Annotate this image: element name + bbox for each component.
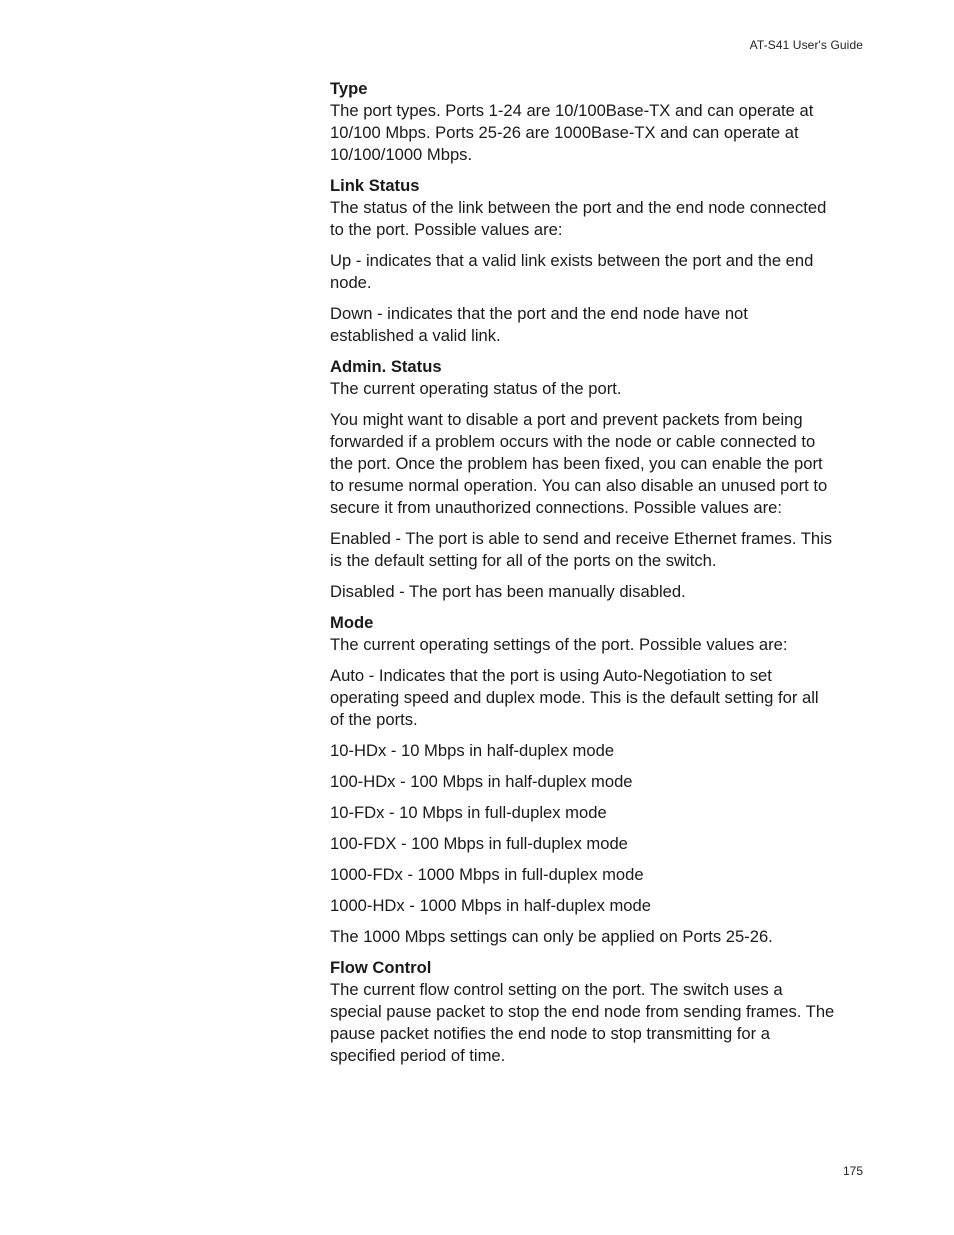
paragraph: The 1000 Mbps settings can only be applied on Ports 25-26. <box>330 927 773 946</box>
section-type <box>330 78 836 166</box>
running-header: AT-S41 User's Guide <box>749 38 863 52</box>
section-admin-status <box>330 356 836 603</box>
list-item: 100-FDX - 100 Mbps in full-duplex mode <box>330 834 628 853</box>
paragraph: You might want to disable a port and prevent packets from being forwarded if a problem occurs with the node or cable connected to the port. Once the problem has been fixed, you can enable the port to resume normal operation. You can also disable an unused port to secure it from unauthorized connections. Possible values are: <box>330 410 828 517</box>
section-heading: Admin. Status <box>330 357 442 376</box>
section-heading: Flow Control <box>330 958 432 977</box>
paragraph: The status of the link between the port and the end node connected to the port. Possible values are: <box>330 198 827 239</box>
section-mode <box>330 612 836 948</box>
list-item: 1000-HDx - 1000 Mbps in half-duplex mode <box>330 896 651 915</box>
section-heading: Type <box>330 79 368 98</box>
section-link-status <box>330 175 836 347</box>
list-item: 1000-FDx - 1000 Mbps in full-duplex mode <box>330 865 644 884</box>
section-heading: Link Status <box>330 176 420 195</box>
section-flow-control <box>330 957 836 1067</box>
paragraph: Down - indicates that the port and the end node have not established a valid link. <box>330 304 748 345</box>
list-item: 10-HDx - 10 Mbps in half-duplex mode <box>330 741 615 760</box>
paragraph: The port types. Ports 1-24 are 10/100Base-TX and can operate at 10/100 Mbps. Ports 25-26 are 1000Base-TX and can operate at 10/100/1000 Mbps. <box>330 101 814 164</box>
paragraph: Auto - Indicates that the port is using Auto-Negotiation to set operating speed and duplex mode. This is the default setting for all of the ports. <box>330 666 819 729</box>
document-body <box>330 78 836 1076</box>
paragraph: The current operating status of the port. <box>330 379 622 398</box>
paragraph: The current operating settings of the port. Possible values are: <box>330 635 788 654</box>
paragraph: Disabled - The port has been manually disabled. <box>330 582 686 601</box>
paragraph: Enabled - The port is able to send and receive Ethernet frames. This is the default setting for all of the ports on the switch. <box>330 529 833 570</box>
paragraph: Up - indicates that a valid link exists between the port and the end node. <box>330 251 814 292</box>
list-item: 100-HDx - 100 Mbps in half-duplex mode <box>330 772 633 791</box>
list-item: 10-FDx - 10 Mbps in full-duplex mode <box>330 803 607 822</box>
paragraph: The current flow control setting on the port. The switch uses a special pause packet to stop the end node from sending frames. The pause packet notifies the end node to stop transmitting for a specified period of time. <box>330 980 835 1065</box>
section-heading: Mode <box>330 613 374 632</box>
page-number: 175 <box>842 1164 863 1178</box>
